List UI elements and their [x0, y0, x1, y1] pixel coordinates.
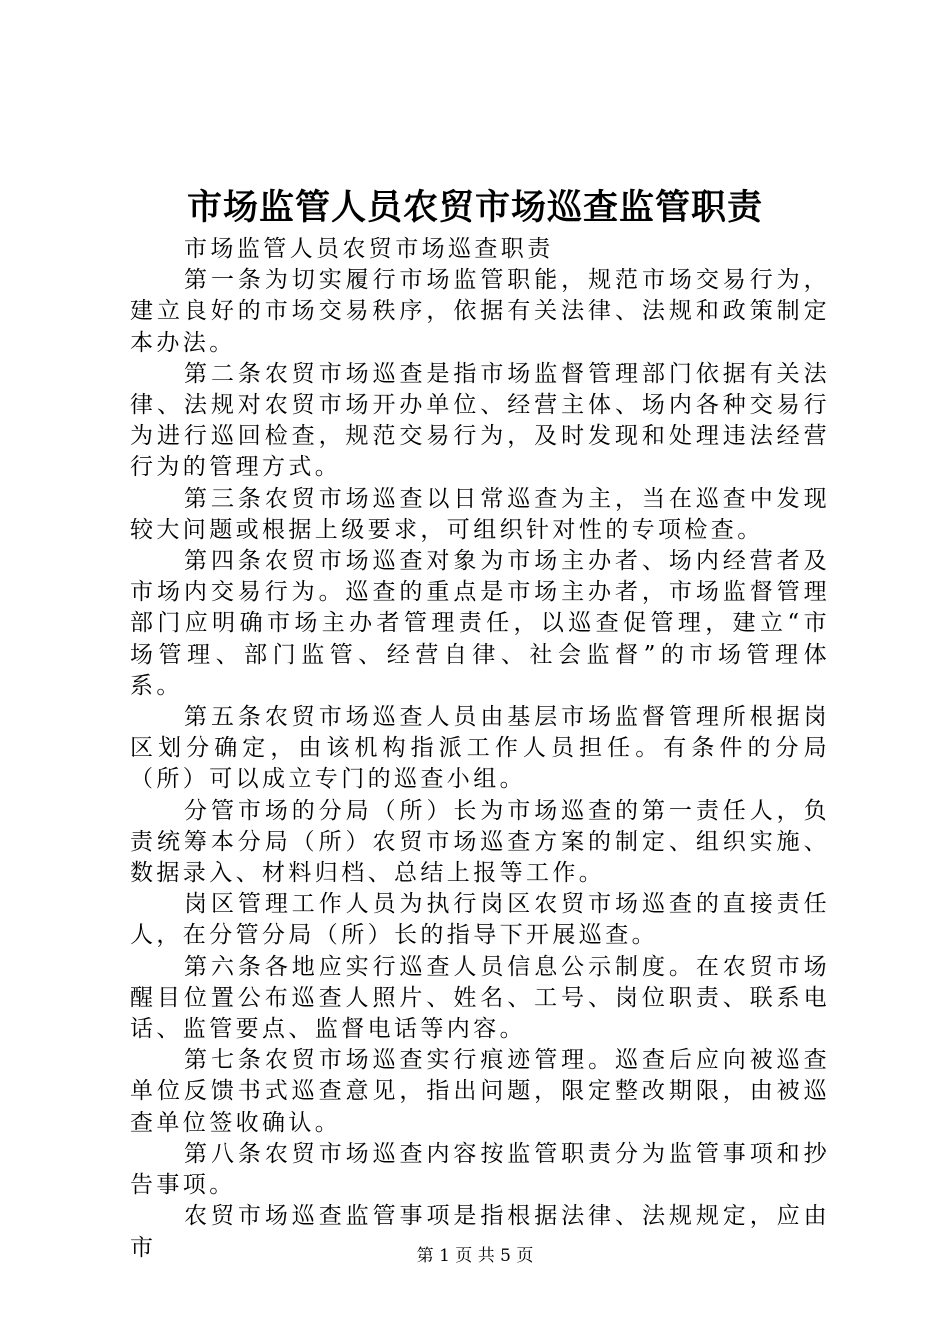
paragraph-article-4: 第四条农贸市场巡查对象为市场主办者、场内经营者及市场内交易行为。巡查的重点是市场主办者，市场监督管理部门应明确市场主办者管理责任，以巡查促管理，建立“市场管理、部门监管、经营自律、社会监督”的市场管理体系。 — [130, 548, 830, 699]
paragraph-article-8: 第八条农贸市场巡查内容按监管职责分为监管事项和抄告事项。 — [130, 1140, 830, 1199]
paragraph-article-5-supplement-1: 分管市场的分局（所）长为市场巡查的第一责任人，负责统筹本分局（所）农贸市场巡查方案的制定、组织实施、数据录入、材料归档、总结上报等工作。 — [130, 797, 830, 887]
page-number-footer: 第 1 页 共 5 页 — [416, 1246, 534, 1266]
paragraph-article-2: 第二条农贸市场巡查是指市场监督管理部门依据有关法律、法规对农贸市场开办单位、经营主体、场内各种交易行为进行巡回检查，规范交易行为，及时发现和处理违法经营行为的管理方式。 — [130, 360, 830, 481]
paragraph-article-5-supplement-2: 岗区管理工作人员为执行岗区农贸市场巡查的直接责任人，在分管分局（所）长的指导下开展巡查。 — [130, 891, 830, 949]
paragraph-article-1: 第一条为切实履行市场监管职能，规范市场交易行为，建立良好的市场交易秩序，依据有关法律、法规和政策制定本办法。 — [130, 267, 830, 356]
document-body — [130, 234, 830, 1264]
paragraph-article-7: 第七条农贸市场巡查实行痕迹管理。巡查后应向被巡查单位反馈书式巡查意见，指出问题，限定整改期限，由被巡查单位签收确认。 — [130, 1047, 830, 1136]
paragraph-article-8-continued: 农贸市场巡查监管事项是指根据法律、法规规定，应由市 — [130, 1203, 830, 1261]
paragraph-article-6: 第六条各地应实行巡查人员信息公示制度。在农贸市场醒目位置公布巡查人照片、姓名、工号、岗位职责、联系电话、监管要点、监督电话等内容。 — [130, 953, 830, 1043]
paragraph-article-5: 第五条农贸市场巡查人员由基层市场监督管理所根据岗区划分确定，由该机构指派工作人员担任。有条件的分局（所）可以成立专门的巡查小组。 — [130, 704, 830, 793]
paragraph-article-3: 第三条农贸市场巡查以日常巡查为主，当在巡查中发现较大问题或根据上级要求，可组织针对性的专项检查。 — [130, 485, 830, 543]
document-title: 市场监管人员农贸市场巡查监管职责 — [186, 187, 763, 228]
paragraph-subtitle: 市场监管人员农贸市场巡查职责 — [184, 236, 554, 262]
